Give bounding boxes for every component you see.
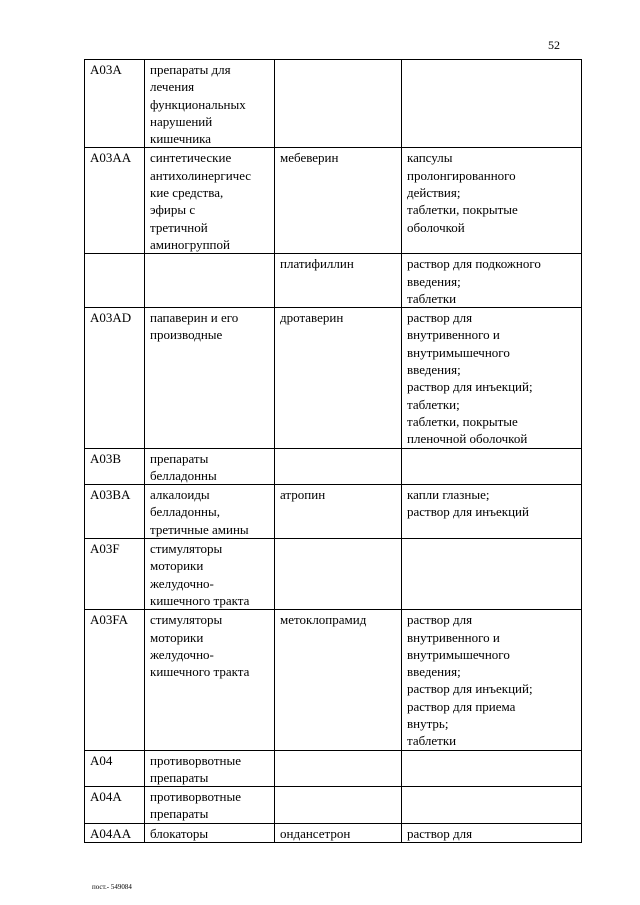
group-cell xyxy=(145,750,275,787)
group-cell xyxy=(145,448,275,485)
drug-name-cell xyxy=(275,254,402,308)
group-cell-line: производные xyxy=(150,327,223,343)
drug-name-cell xyxy=(275,485,402,539)
group-cell-line: третичной xyxy=(150,219,208,235)
dosage-form-cell-line: оболочкой xyxy=(407,219,465,235)
atc-code-cell: A03FA xyxy=(85,610,145,750)
atc-code-cell xyxy=(85,254,145,308)
drug-table xyxy=(84,59,582,843)
group-cell-line: кишечника xyxy=(150,131,212,147)
drug-name-cell xyxy=(275,448,402,485)
dosage-form-cell-line: таблетки, покрытые xyxy=(407,413,518,429)
dosage-form-cell-line: действия; xyxy=(407,185,461,201)
table-row xyxy=(85,254,582,308)
group-cell-line: желудочно- xyxy=(150,646,214,662)
group-cell xyxy=(145,60,275,148)
atc-code-cell: A04AA xyxy=(85,823,145,842)
drug-name-cell xyxy=(275,823,402,842)
group-cell xyxy=(145,610,275,750)
dosage-form-cell-line: раствор для xyxy=(407,612,473,628)
group-cell-line: белладонны xyxy=(150,467,217,483)
dosage-form-cell-line: раствор для xyxy=(407,825,473,841)
dosage-form-cell xyxy=(402,254,582,308)
dosage-form-cell xyxy=(402,448,582,485)
dosage-form-cell-line: раствор для инъекций; xyxy=(407,681,533,697)
group-cell-line: противорвотные xyxy=(150,789,241,805)
dosage-form-cell-line: раствор для приема xyxy=(407,698,516,714)
drug-name-cell-line: мебеверин xyxy=(280,150,339,166)
table-row xyxy=(85,308,582,448)
dosage-form-cell-line: таблетки xyxy=(407,290,457,306)
group-cell-line: синтетические xyxy=(150,150,232,166)
dosage-form-cell-line: пленочной оболочкой xyxy=(407,431,528,447)
group-cell-line: кишечного тракта xyxy=(150,592,250,608)
drug-name-cell xyxy=(275,610,402,750)
group-cell-line: желудочно- xyxy=(150,575,214,591)
drug-name-cell-line: платифиллин xyxy=(280,256,354,272)
group-cell-line: лечения xyxy=(150,79,195,95)
group-cell-line: папаверин и его xyxy=(150,310,239,326)
group-cell-line: моторики xyxy=(150,629,204,645)
dosage-form-cell-line: капсулы xyxy=(407,150,453,166)
dosage-form-cell-line: внутрь; xyxy=(407,715,449,731)
group-cell-line: препараты xyxy=(150,806,209,822)
drug-name-cell-line: дротаверин xyxy=(280,310,344,326)
dosage-form-cell-line: внутривенного и xyxy=(407,327,500,343)
table-row xyxy=(85,823,582,842)
group-cell xyxy=(145,485,275,539)
dosage-form-cell-line: пролонгированного xyxy=(407,167,516,183)
group-cell-line: функциональных xyxy=(150,96,246,112)
drug-name-cell xyxy=(275,750,402,787)
dosage-form-cell xyxy=(402,823,582,842)
group-cell-line: третичные амины xyxy=(150,521,249,537)
table-row xyxy=(85,60,582,148)
drug-name-cell-line: ондансетрон xyxy=(280,825,351,841)
table-row xyxy=(85,750,582,787)
drug-name-cell xyxy=(275,539,402,610)
dosage-form-cell-line: таблетки, покрытые xyxy=(407,202,518,218)
group-cell-line: препараты xyxy=(150,450,209,466)
drug-name-cell-line: атропин xyxy=(280,487,326,503)
dosage-form-cell xyxy=(402,148,582,254)
atc-code-cell: A03BA xyxy=(85,485,145,539)
group-cell xyxy=(145,787,275,824)
dosage-form-cell xyxy=(402,610,582,750)
atc-code-cell: A03AA xyxy=(85,148,145,254)
group-cell-line: моторики xyxy=(150,558,204,574)
table-row xyxy=(85,485,582,539)
dosage-form-cell xyxy=(402,60,582,148)
atc-code-cell: A03F xyxy=(85,539,145,610)
dosage-form-cell-line: введения; xyxy=(407,664,461,680)
atc-code-cell: A03A xyxy=(85,60,145,148)
group-cell-line: препараты xyxy=(150,769,209,785)
table-row xyxy=(85,539,582,610)
dosage-form-cell-line: введения; xyxy=(407,273,461,289)
dosage-form-cell xyxy=(402,750,582,787)
table-row xyxy=(85,610,582,750)
group-cell-line: алкалоиды xyxy=(150,487,210,503)
group-cell-line: эфиры с xyxy=(150,202,196,218)
table-row xyxy=(85,448,582,485)
group-cell-line: кишечного тракта xyxy=(150,664,250,680)
footer-note: пост.- 549084 xyxy=(92,883,132,891)
group-cell xyxy=(145,308,275,448)
drug-name-cell-line: метоклопрамид xyxy=(280,612,367,628)
dosage-form-cell xyxy=(402,308,582,448)
dosage-form-cell-line: внутримышечного xyxy=(407,344,510,360)
drug-name-cell xyxy=(275,787,402,824)
dosage-form-cell-line: таблетки; xyxy=(407,396,460,412)
drug-name-cell xyxy=(275,148,402,254)
table-row xyxy=(85,787,582,824)
group-cell-line: аминогруппой xyxy=(150,236,230,252)
group-cell-line: стимуляторы xyxy=(150,541,223,557)
group-cell-line: антихолинергичес xyxy=(150,167,252,183)
group-cell-line: блокаторы xyxy=(150,825,209,841)
drug-name-cell xyxy=(275,308,402,448)
dosage-form-cell xyxy=(402,787,582,824)
group-cell-line: препараты для xyxy=(150,62,231,77)
group-cell xyxy=(145,148,275,254)
atc-code-cell: A04A xyxy=(85,787,145,824)
dosage-form-cell-line: введения; xyxy=(407,362,461,378)
dosage-form-cell-line: таблетки xyxy=(407,733,457,749)
page-number: 52 xyxy=(548,38,560,52)
drug-name-cell xyxy=(275,60,402,148)
group-cell-line: белладонны, xyxy=(150,504,220,520)
group-cell xyxy=(145,254,275,308)
dosage-form-cell-line: раствор для xyxy=(407,310,473,326)
atc-code-cell: A04 xyxy=(85,750,145,787)
dosage-form-cell-line: раствор для подкожного xyxy=(407,256,541,272)
dosage-form-cell-line: раствор для инъекций xyxy=(407,504,529,520)
group-cell-line: нарушений xyxy=(150,113,213,129)
group-cell-line: кие средства, xyxy=(150,185,224,201)
atc-code-cell: A03B xyxy=(85,448,145,485)
dosage-form-cell xyxy=(402,485,582,539)
dosage-form-cell-line: капли глазные; xyxy=(407,487,490,503)
table-body xyxy=(85,60,582,843)
group-cell xyxy=(145,539,275,610)
dosage-form-cell xyxy=(402,539,582,610)
dosage-form-cell-line: раствор для инъекций; xyxy=(407,379,533,395)
dosage-form-cell-line: внутримышечного xyxy=(407,646,510,662)
group-cell-line: противорвотные xyxy=(150,752,241,768)
atc-code-cell: A03AD xyxy=(85,308,145,448)
dosage-form-cell-line: внутривенного и xyxy=(407,629,500,645)
table-row xyxy=(85,148,582,254)
group-cell xyxy=(145,823,275,842)
group-cell-line: стимуляторы xyxy=(150,612,223,628)
